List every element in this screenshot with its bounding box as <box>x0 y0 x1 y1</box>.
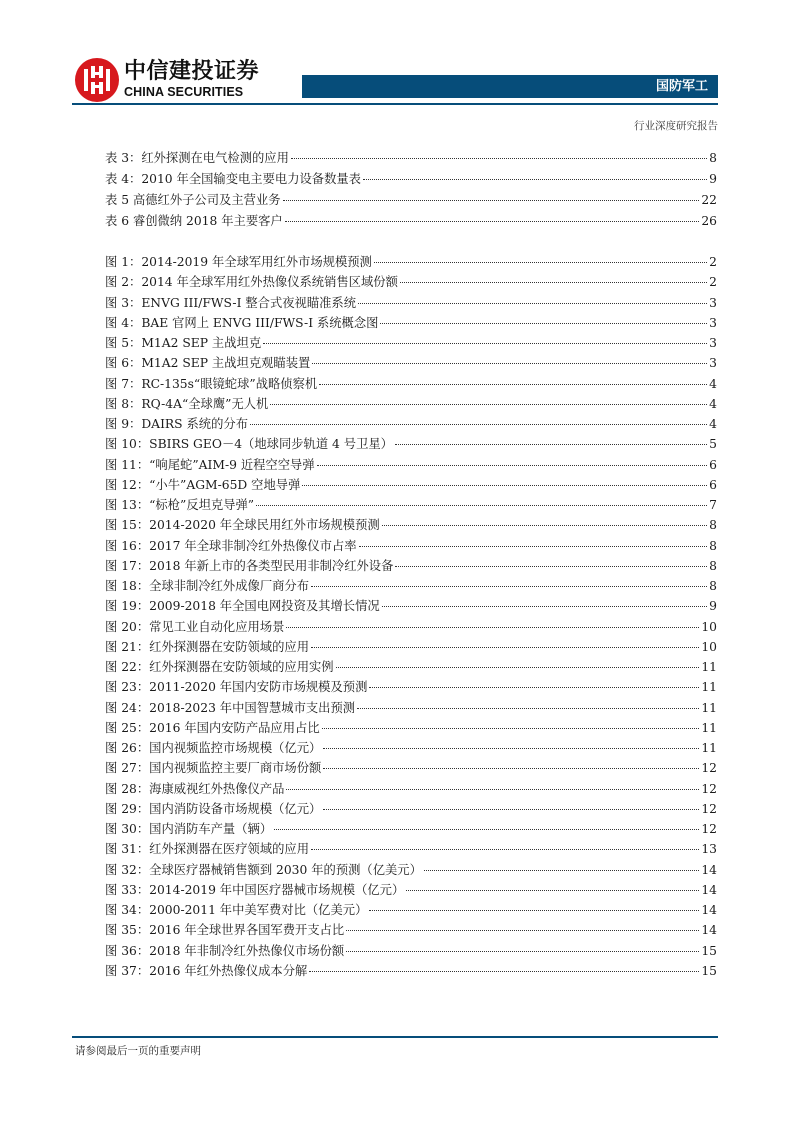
table-list <box>105 148 717 232</box>
dot-leader <box>357 708 699 709</box>
toc-entry-label: 图 3：ENVG III/FWS-I 整合式夜视瞄准系统 <box>105 295 357 310</box>
toc-entry-label: 图 22：红外探测器在安防领域的应用实例 <box>105 660 334 674</box>
toc-entry-page: 8 <box>709 151 717 165</box>
toc-entry-label: 图 31：红外探测器在医疗领域的应用 <box>105 842 310 857</box>
toc-entry-table-3[interactable] <box>105 148 717 169</box>
dot-leader <box>312 363 707 364</box>
toc-entry-label: 图 23：2011-2020 年国内安防市场规模及预测 <box>105 680 368 695</box>
dot-leader <box>263 343 707 344</box>
toc-entry-figure[interactable] <box>105 596 717 616</box>
toc-entry-figure[interactable] <box>105 536 717 556</box>
toc-entry-figure[interactable] <box>105 920 717 940</box>
dot-leader <box>395 444 707 445</box>
toc-entry-label: 图 5：M1A2 SEP 主战坦克 <box>105 336 262 350</box>
toc-entry-page: 7 <box>709 498 717 512</box>
toc-entry-page: 5 <box>709 437 717 452</box>
toc-entry-label: 图 13：“标枪”反坦克导弹” <box>105 498 255 512</box>
dot-leader <box>400 282 707 283</box>
toc-entry-figure[interactable] <box>105 819 717 839</box>
dot-leader <box>286 627 699 628</box>
toc-entry-figure[interactable] <box>105 738 717 758</box>
toc-entry-page: 14 <box>701 882 717 897</box>
dot-leader <box>323 768 699 769</box>
dot-leader <box>319 384 707 385</box>
toc-entry-label: 图 15：2014-2020 年全球民用红外市场规模预测 <box>105 518 380 533</box>
toc-entry-page: 11 <box>701 720 717 735</box>
toc-entry-page: 15 <box>701 963 717 978</box>
toc-entry-page: 10 <box>701 619 717 634</box>
toc-entry-table-4[interactable] <box>105 169 717 190</box>
toc-entry-figure[interactable] <box>105 576 717 596</box>
dot-leader <box>358 303 707 304</box>
toc-entry-figure[interactable] <box>105 880 717 900</box>
toc-entry-figure[interactable] <box>105 779 717 799</box>
toc-entry-page: 11 <box>701 700 717 715</box>
toc-entry-label: 图 25：2016 年国内安防产品应用占比 <box>105 720 320 735</box>
toc-entry-label: 表 5 高德红外子公司及主营业务 <box>105 193 281 207</box>
toc-entry-figure[interactable] <box>105 718 717 738</box>
header-divider <box>72 103 718 105</box>
toc-entry-label: 图 29：国内消防设备市场规模（亿元） <box>105 801 322 816</box>
toc-entry-figure[interactable] <box>105 475 717 495</box>
toc-entry-figure[interactable] <box>105 839 717 859</box>
toc-entry-page: 10 <box>701 639 717 654</box>
toc-entry-page: 14 <box>701 903 717 917</box>
toc-entry-figure[interactable] <box>105 515 717 535</box>
dot-leader <box>283 200 700 201</box>
toc-entry-label: 表 6 睿创微纳 2018 年主要客户 <box>105 214 283 228</box>
toc-entry-figure[interactable] <box>105 657 717 677</box>
toc-entry-page: 12 <box>701 822 717 836</box>
toc-entry-label: 表 4：2010 年全国输变电主要电力设备数量表 <box>105 172 361 186</box>
toc-entry-label: 图 6：M1A2 SEP 主战坦克观瞄装置 <box>105 356 311 371</box>
dot-leader <box>369 687 699 688</box>
toc-entry-figure[interactable] <box>105 941 717 961</box>
toc-entry-page: 14 <box>701 862 717 877</box>
toc-entry-label: 图 7：RC-135s“眼镜蛇球”战略侦察机 <box>105 376 318 391</box>
dot-leader <box>256 505 707 506</box>
toc-entry-label: 图 21：红外探测器在安防领域的应用 <box>105 639 310 654</box>
dot-leader <box>374 262 707 263</box>
toc-entry-label: 图 37：2016 年红外热像仪成本分解 <box>105 963 308 978</box>
toc-entry-page: 3 <box>709 356 717 371</box>
dot-leader <box>359 546 708 547</box>
toc-entry-label: 图 28：海康威视红外热像仪产品 <box>105 781 285 796</box>
toc-entry-label: 图 4：BAE 官网上 ENVG III/FWS-I 系统概念图 <box>105 315 379 330</box>
toc-entry-label: 图 34：2000-2011 年中美军费对比（亿美元） <box>105 903 368 917</box>
toc-entry-label: 图 1：2014-2019 年全球军用红外市场规模预测 <box>105 255 372 269</box>
toc-entry-figure[interactable] <box>105 495 717 515</box>
toc-entry-page: 11 <box>701 660 717 674</box>
dot-leader <box>406 890 699 891</box>
dot-leader <box>274 829 699 830</box>
toc-entry-figure[interactable] <box>105 860 717 880</box>
disclaimer-note: 请参阅最后一页的重要声明 <box>75 1045 201 1057</box>
dot-leader <box>285 221 700 222</box>
toc-entry-label: 图 24：2018-2023 年中国智慧城市支出预测 <box>105 700 356 715</box>
dot-leader <box>424 870 699 871</box>
dot-leader <box>336 667 700 668</box>
dot-leader <box>369 910 699 911</box>
toc-entry-page: 9 <box>709 172 717 186</box>
toc-entry-figure[interactable] <box>105 961 717 981</box>
toc-entry-label: 图 11：“响尾蛇”AIM-9 近程空空导弹 <box>105 457 315 472</box>
toc-entry-label: 图 19：2009-2018 年全国电网投资及其增长情况 <box>105 599 380 614</box>
toc-entry-figure[interactable] <box>105 394 717 414</box>
toc-entry-figure[interactable] <box>105 313 717 333</box>
dot-leader <box>302 485 707 486</box>
toc-entry-label: 表 3：红外探测在电气检测的应用 <box>105 151 289 165</box>
toc-entry-figure[interactable] <box>105 353 717 373</box>
toc-entry-page: 22 <box>701 193 717 207</box>
toc-entry-label: 图 2：2014 年全球军用红外热像仪系统销售区域份额 <box>105 275 398 290</box>
toc-entry-figure[interactable] <box>105 637 717 657</box>
toc-entry-page: 13 <box>701 842 717 857</box>
dot-leader <box>363 179 707 180</box>
toc-entry-label: 图 10：SBIRS GEO－4（地球同步轨道 4 号卫星） <box>105 437 393 452</box>
logo-english-name: CHINA SECURITIES <box>124 85 244 100</box>
dot-leader <box>311 647 699 648</box>
dot-leader <box>380 323 707 324</box>
dot-leader <box>309 971 699 972</box>
toc-entry-figure[interactable] <box>105 293 717 313</box>
company-logo <box>75 57 259 103</box>
dot-leader <box>323 809 699 810</box>
toc-entry-page: 3 <box>709 315 717 330</box>
toc-entry-page: 9 <box>709 599 717 614</box>
toc-entry-page: 15 <box>701 943 717 958</box>
dot-leader <box>323 748 699 749</box>
toc-entry-page: 14 <box>701 923 717 938</box>
toc-entry-page: 4 <box>709 376 717 391</box>
toc-entry-label: 图 9：DAIRS 系统的分布 <box>105 417 248 431</box>
toc-entry-page: 8 <box>709 579 717 593</box>
toc-entry-page: 12 <box>701 781 717 796</box>
toc-entry-figure[interactable] <box>105 698 717 718</box>
toc-entry-figure[interactable] <box>105 799 717 819</box>
toc-entry-label: 图 8：RQ-4A“全球鹰”无人机 <box>105 396 269 411</box>
toc-entry-table-6[interactable] <box>105 211 717 232</box>
toc-entry-page: 8 <box>709 538 717 553</box>
toc-entry-figure[interactable] <box>105 252 717 272</box>
toc-entry-figure[interactable] <box>105 455 717 475</box>
toc-entry-page: 11 <box>701 680 717 695</box>
toc-entry-figure[interactable] <box>105 556 717 576</box>
toc-entry-label: 图 32：全球医疗器械销售额到 2030 年的预测（亿美元） <box>105 862 422 877</box>
dot-leader <box>311 849 699 850</box>
toc-entry-page: 6 <box>709 457 717 472</box>
dot-leader <box>311 586 707 587</box>
dot-leader <box>286 789 699 790</box>
toc-entry-label: 图 36：2018 年非制冷红外热像仪市场份额 <box>105 943 345 958</box>
toc-entry-label: 图 18：全球非制冷红外成像厂商分布 <box>105 579 310 593</box>
dot-leader <box>317 465 708 466</box>
dot-leader <box>291 158 707 159</box>
citic-logo-icon <box>75 58 119 102</box>
toc-entry-page: 4 <box>709 396 717 411</box>
logo-chinese-name: 中信建投证券 <box>124 59 260 85</box>
toc-entry-figure[interactable] <box>105 333 717 353</box>
toc-entry-figure[interactable] <box>105 434 717 454</box>
toc-entry-page: 11 <box>701 741 717 755</box>
dot-leader <box>322 728 700 729</box>
toc-entry-page: 12 <box>701 801 717 816</box>
toc-entry-figure[interactable] <box>105 900 717 920</box>
toc-entry-figure[interactable] <box>105 414 717 434</box>
toc-entry-label: 图 26：国内视频监控市场规模（亿元） <box>105 741 322 755</box>
toc-entry-page: 8 <box>709 558 717 573</box>
toc-entry-label: 图 17：2018 年新上市的各类型民用非制冷红外设备 <box>105 558 394 573</box>
toc-entry-page: 8 <box>709 518 717 533</box>
toc-entry-table-5[interactable] <box>105 190 717 211</box>
toc-entry-label: 图 16：2017 年全球非制冷红外热像仪市占率 <box>105 538 357 553</box>
figure-list <box>105 252 717 981</box>
toc-entry-label: 图 20：常见工业自动化应用场景 <box>105 619 285 634</box>
toc-entry-page: 6 <box>709 477 717 492</box>
toc-entry-figure[interactable] <box>105 617 717 637</box>
toc-entry-figure[interactable] <box>105 374 717 394</box>
sector-banner: 国防军工 <box>302 75 718 98</box>
toc-entry-page: 3 <box>709 295 717 310</box>
report-type-label: 行业深度研究报告 <box>634 120 718 132</box>
toc-entry-figure[interactable] <box>105 758 717 778</box>
toc-entry-page: 3 <box>709 336 717 350</box>
toc-entry-label: 图 35：2016 年全球世界各国军费开支占比 <box>105 923 345 938</box>
toc-entry-page: 2 <box>709 255 717 269</box>
toc-entry-page: 2 <box>709 275 717 290</box>
toc-entry-page: 4 <box>709 417 717 431</box>
toc-entry-label: 图 30：国内消防车产量（辆） <box>105 822 273 836</box>
toc-entry-label: 图 27：国内视频监控主要厂商市场份额 <box>105 761 322 776</box>
toc-entry-figure[interactable] <box>105 677 717 697</box>
dot-leader <box>382 525 708 526</box>
dot-leader <box>395 566 707 567</box>
dot-leader <box>250 424 707 425</box>
dot-leader <box>270 404 707 405</box>
dot-leader <box>346 930 699 931</box>
dot-leader <box>346 951 699 952</box>
dot-leader <box>382 606 708 607</box>
toc-entry-page: 26 <box>701 214 717 228</box>
toc-entry-label: 图 33：2014-2019 年中国医疗器械市场规模（亿元） <box>105 882 405 897</box>
toc-entry-label: 图 12：“小牛”AGM-65D 空地导弹 <box>105 477 301 492</box>
toc-entry-page: 12 <box>701 761 717 776</box>
footer-divider <box>72 1036 718 1038</box>
toc-entry-figure[interactable] <box>105 272 717 292</box>
